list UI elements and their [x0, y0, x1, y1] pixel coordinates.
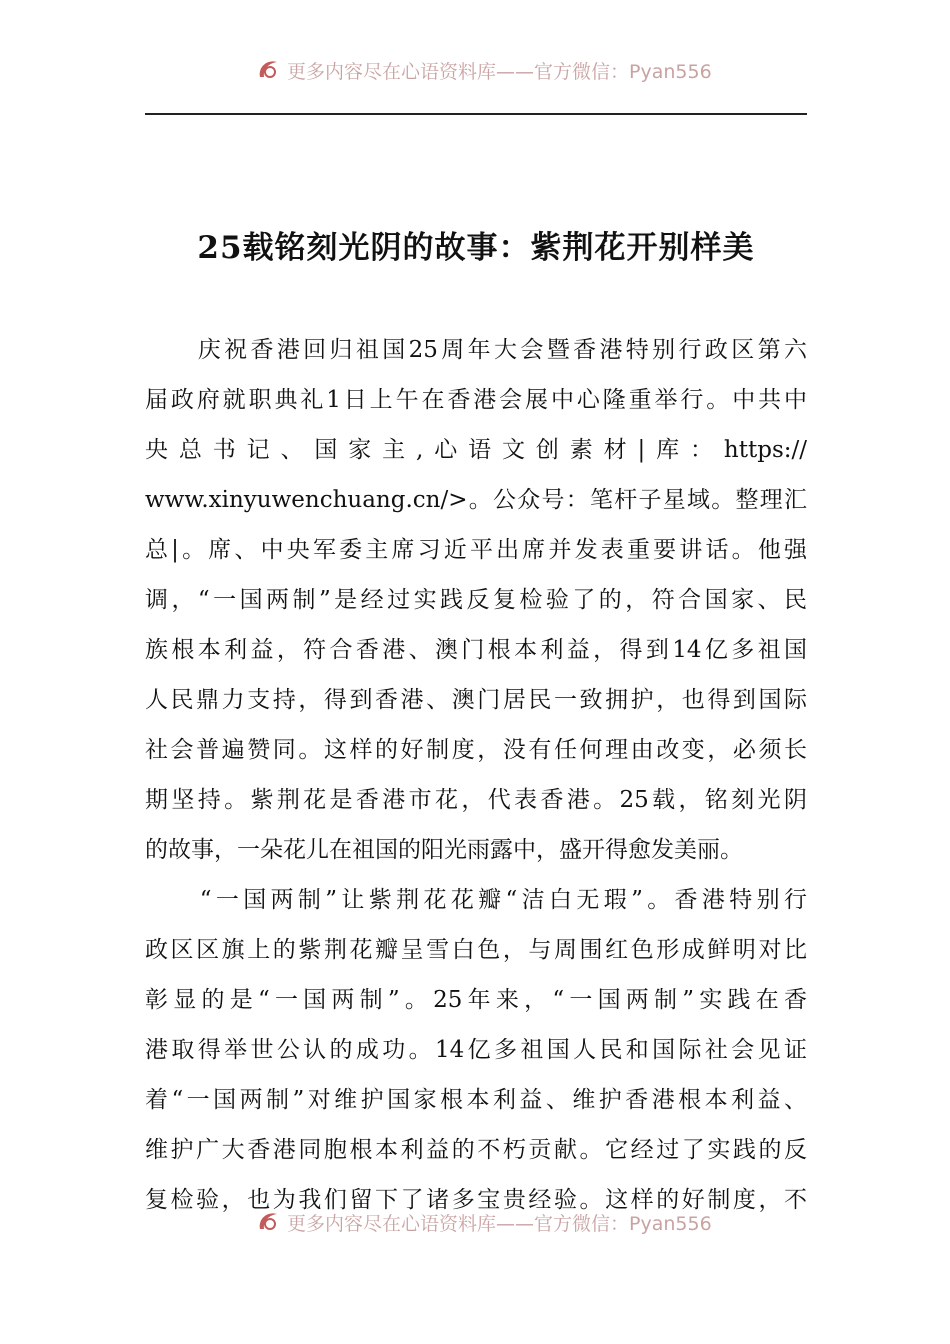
footer-watermark — [255, 1208, 735, 1236]
text-line: 庆祝香港回归祖国25周年大会暨香港特别行政区第六 — [145, 337, 807, 363]
text-line: 人民鼎力支持，得到香港、澳门居民一致拥护，也得到国际 — [145, 687, 807, 713]
text-line: 政区区旗上的紫荆花瓣呈雪白色，与周围红色形成鲜明对比 — [145, 937, 807, 963]
text-line: 复检验，也为我们留下了诸多宝贵经验。这样的好制度，不 — [145, 1187, 807, 1213]
text-line: 社会普遍赞同。这样的好制度，没有任何理由改变，必须长 — [145, 737, 807, 763]
text-line: 的故事，一朵花儿在祖国的阳光雨露中，盛开得愈发美丽。 — [145, 837, 743, 863]
document-title: 25载铭刻光阴的故事：紫荆花开别样美 — [197, 230, 755, 266]
watermark-text: 更多内容尽在心语资料库——官方微信：Pyan556 — [287, 60, 712, 83]
text-line: 族根本利益，符合香港、澳门根本利益，得到14亿多祖国 — [145, 637, 807, 663]
logo-icon — [255, 57, 281, 83]
text-line: 着“一国两制”对维护国家根本利益、维护香港根本利益、 — [145, 1087, 807, 1113]
text-line: 央总书记、国家主,心语文创素材|库：https:// — [145, 437, 807, 463]
text-line: 期坚持。紫荆花是香港市花，代表香港。25载，铭刻光阴 — [145, 787, 807, 813]
text-line: 调，“一国两制”是经过实践反复检验了的，符合国家、民 — [145, 587, 807, 613]
header-rule — [145, 113, 807, 115]
header-watermark — [255, 56, 735, 84]
text-line: 总|。席、中央军委主席习近平出席并发表重要讲话。他强 — [145, 537, 807, 563]
document-body — [145, 325, 807, 1225]
logo-icon — [255, 1209, 281, 1235]
text-line: “一国两制”让紫荆花花瓣“洁白无瑕”。香港特别行 — [145, 887, 807, 913]
text-line: 港取得举世公认的成功。14亿多祖国人民和国际社会见证 — [145, 1037, 807, 1063]
text-line: 维护广大香港同胞根本利益的不朽贡献。它经过了实践的反 — [145, 1137, 807, 1163]
text-line: 彰显的是“一国两制”。25年来，“一国两制”实践在香 — [145, 987, 807, 1013]
text-line: 届政府就职典礼1日上午在香港会展中心隆重举行。中共中 — [145, 387, 807, 413]
text-line: www.xinyuwenchuang.cn/>。公众号：笔杆子星域。整理汇 — [145, 487, 807, 513]
watermark-text: 更多内容尽在心语资料库——官方微信：Pyan556 — [287, 1212, 712, 1235]
